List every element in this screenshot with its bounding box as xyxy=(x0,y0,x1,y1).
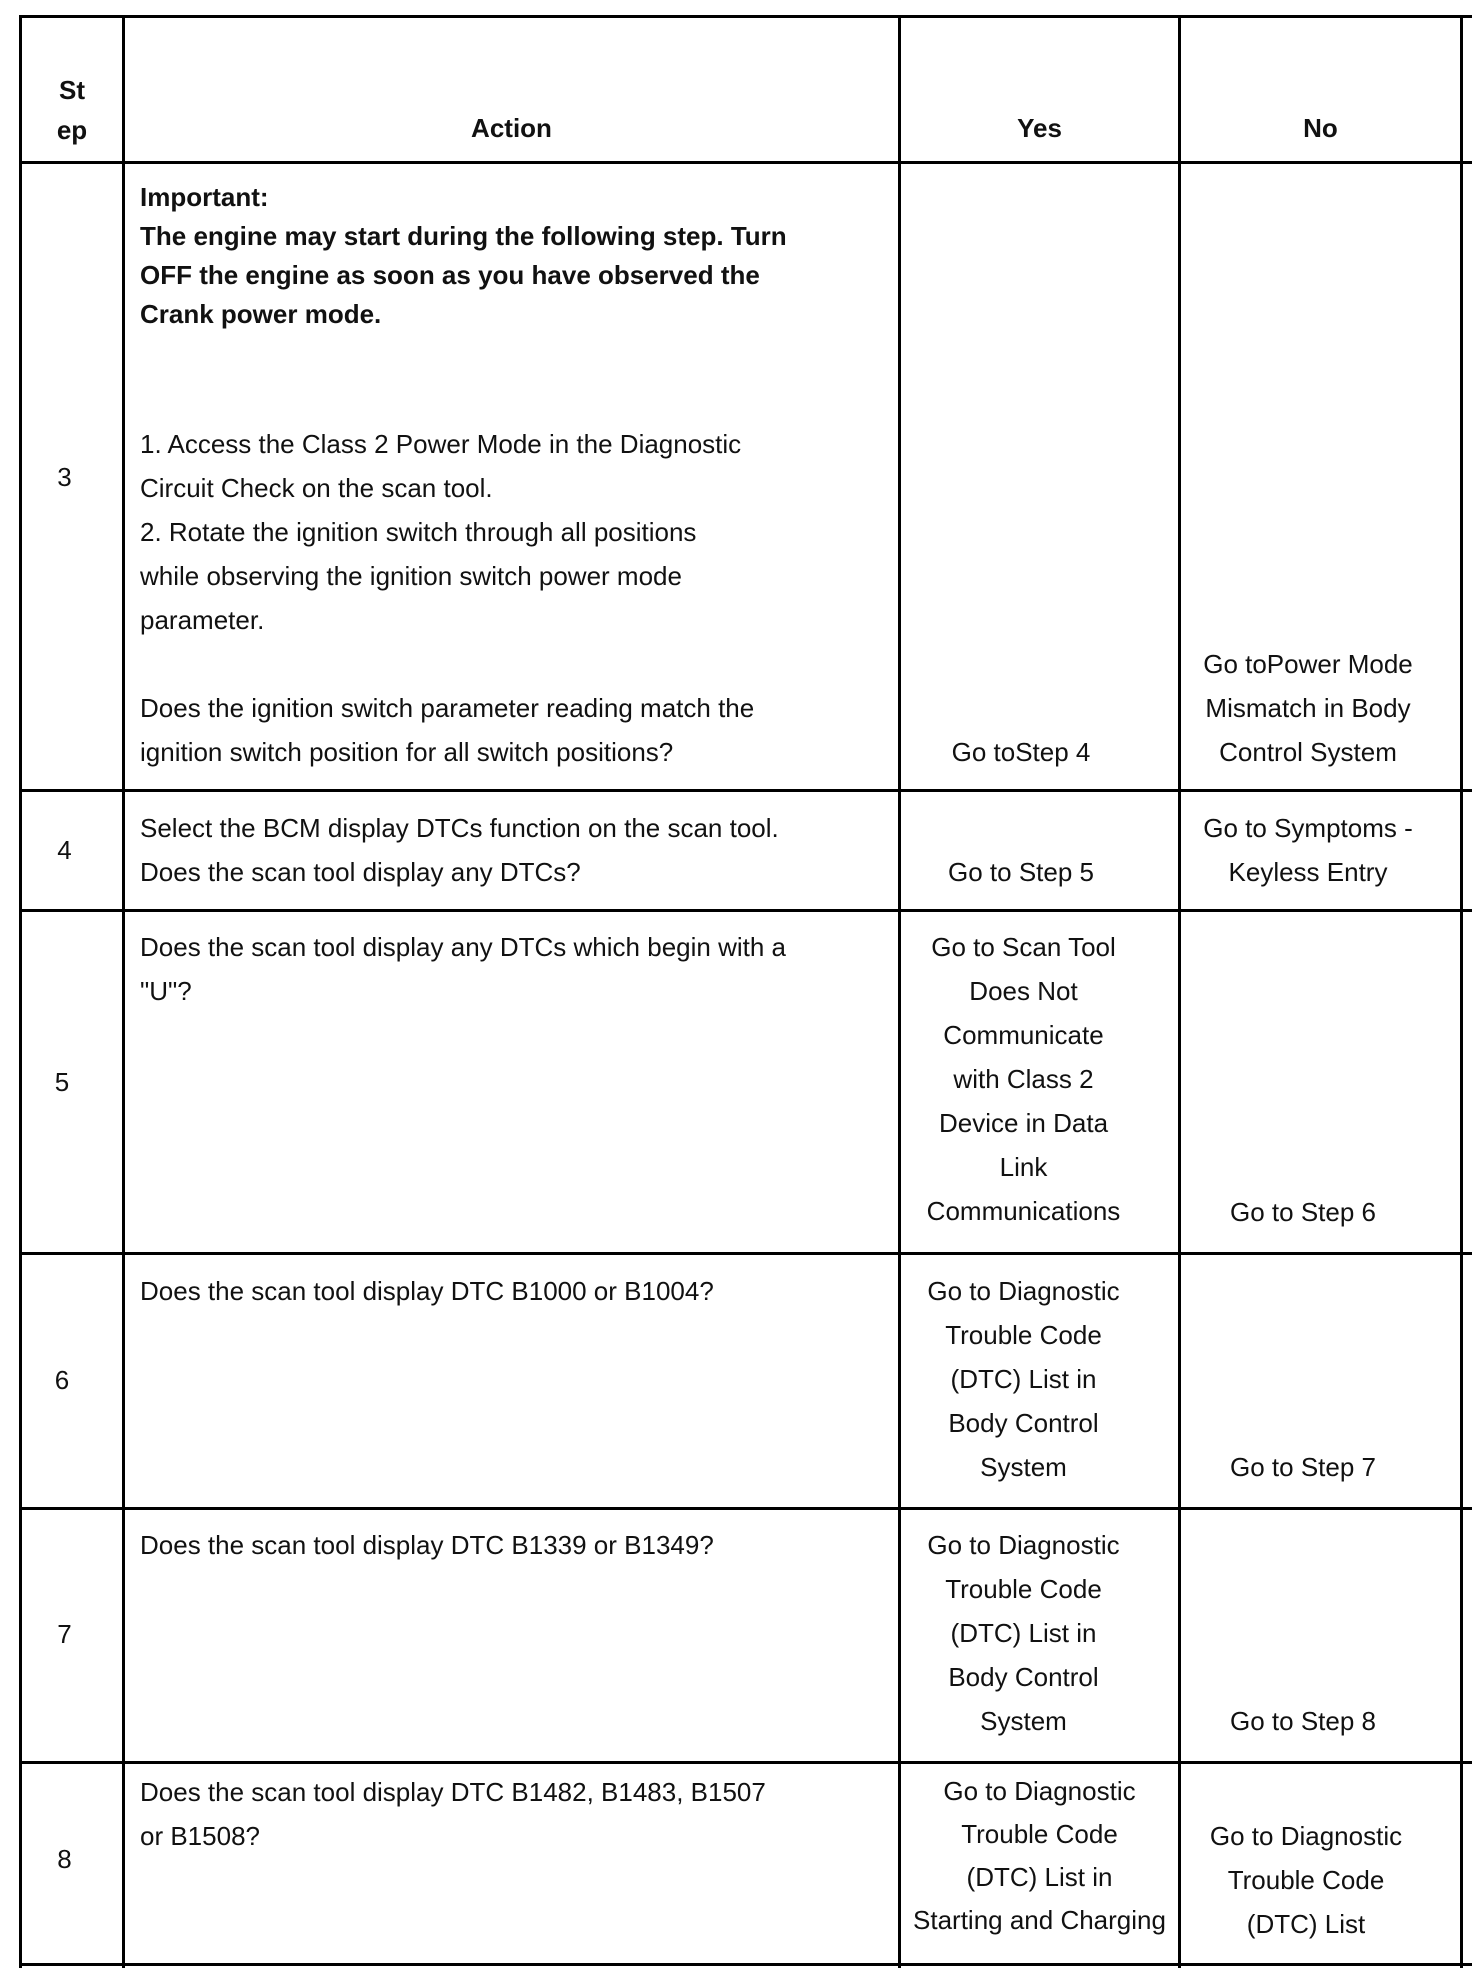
header-yes: Yes xyxy=(1017,113,1062,143)
row-3-step: 3 xyxy=(57,462,72,492)
table-rule xyxy=(19,1252,1472,1255)
row-8-no: Go to Diagnostic Trouble Code (DTC) List xyxy=(1209,1821,1403,1939)
row-5-yes: Go to Scan Tool Does Not Communicate with Class 2 Device in Data Link Communications xyxy=(926,932,1121,1226)
row-5-no: Go to Step 6 xyxy=(1230,1197,1376,1227)
row-3-important-note: Important: The engine may start during the following step. Turn OFF the engine as soon as you have observed the Crank power mode. xyxy=(140,182,787,329)
table-border-bottom xyxy=(19,1963,1472,1966)
table-rule xyxy=(19,1761,1472,1764)
table-column-divider xyxy=(122,16,125,1968)
row-4-step: 4 xyxy=(57,835,72,865)
row-4-action: Select the BCM display DTCs function on the scan tool. Does the scan tool display any DTCs? xyxy=(140,813,779,887)
header-step: St ep xyxy=(56,75,88,145)
table-rule xyxy=(19,1507,1472,1510)
row-7-no: Go to Step 8 xyxy=(1230,1706,1376,1736)
row-4-yes: Go to Step 5 xyxy=(948,857,1094,887)
row-5-step: 5 xyxy=(54,1067,70,1097)
row-6-step: 6 xyxy=(54,1365,70,1395)
table-border-left xyxy=(19,16,22,1968)
header-no: No xyxy=(1303,113,1338,143)
table-rule xyxy=(19,161,1472,164)
row-3-action: 1. Access the Class 2 Power Mode in the Diagnostic Circuit Check on the scan tool. 2. Rotate the ignition switch through all positions while observing the ignition switch power mode parameter. Does the ignition switch parameter reading match the ignition switch position for all switch positions? xyxy=(140,429,755,767)
table-column-divider xyxy=(1178,16,1181,1968)
table-border-top xyxy=(19,15,1472,18)
table-border-right xyxy=(1460,16,1463,1968)
row-7-step: 7 xyxy=(57,1619,72,1649)
row-5-action: Does the scan tool display any DTCs which begin with a "U"? xyxy=(140,932,786,1006)
header-action: Action xyxy=(471,113,552,143)
row-8-step: 8 xyxy=(57,1844,72,1874)
row-7-action: Does the scan tool display DTC B1339 or B1349? xyxy=(140,1530,714,1560)
row-3-no: Go toPower Mode Mismatch in Body Control System xyxy=(1203,649,1413,767)
row-8-yes: Go to Diagnostic Trouble Code (DTC) List in Starting and Charging xyxy=(913,1776,1166,1935)
row-7-yes: Go to Diagnostic Trouble Code (DTC) List in Body Control System xyxy=(927,1530,1120,1736)
row-8-action: Does the scan tool display DTC B1482, B1483, B1507 or B1508? xyxy=(140,1777,766,1851)
row-4-no: Go to Symptoms - Keyless Entry xyxy=(1203,813,1413,887)
row-6-yes: Go to Diagnostic Trouble Code (DTC) List in Body Control System xyxy=(927,1276,1120,1482)
row-6-action: Does the scan tool display DTC B1000 or B1004? xyxy=(140,1276,714,1306)
row-3-yes: Go toStep 4 xyxy=(951,737,1091,767)
row-6-no: Go to Step 7 xyxy=(1230,1452,1376,1482)
table-rule xyxy=(19,789,1472,792)
table-rule xyxy=(19,909,1472,912)
